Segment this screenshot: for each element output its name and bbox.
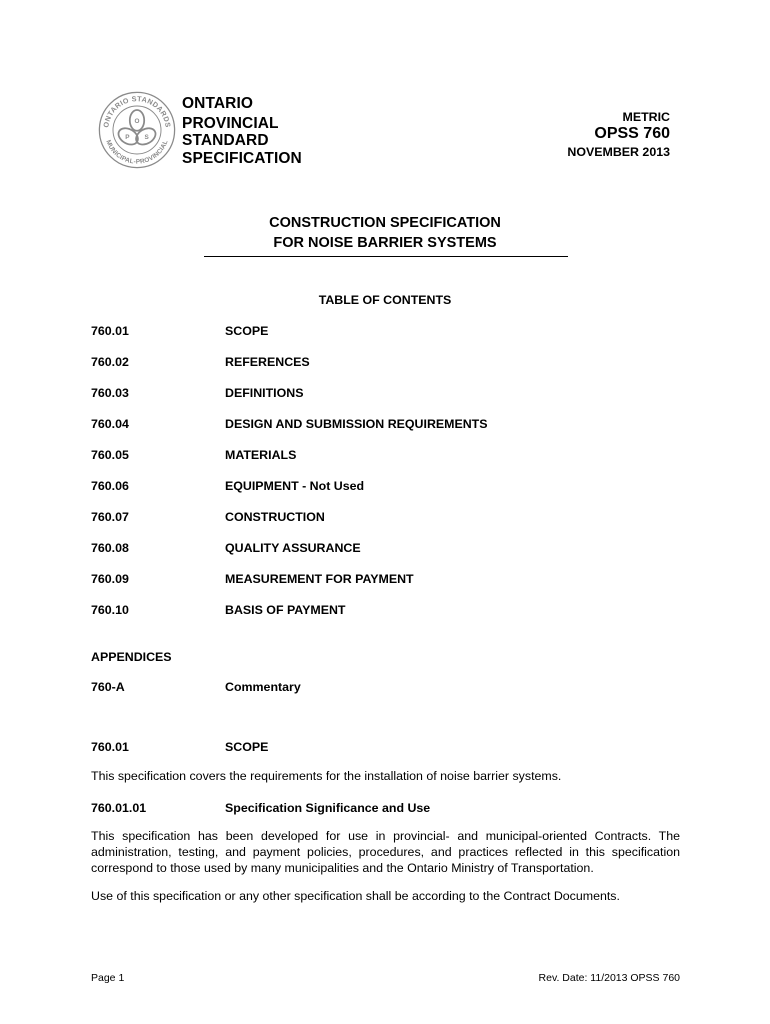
subsection-number: 760.01.01 [91, 801, 147, 815]
toc-entry-title: REFERENCES [225, 355, 310, 369]
subsection-heading [91, 800, 430, 816]
title-underline [204, 256, 568, 257]
toc-entry-number: 760.02 [91, 355, 129, 369]
doc-number: OPSS 760 [594, 125, 670, 142]
section-number: 760.01 [91, 740, 129, 754]
toc-entry-number: 760.08 [91, 541, 129, 555]
toc-entry-title: EQUIPMENT - Not Used [225, 479, 365, 493]
toc-entry-number: 760.10 [91, 603, 129, 617]
seal-letter-p: P [125, 133, 130, 141]
toc-entry[interactable] [91, 354, 310, 370]
scope-text: This specification covers the requirements for the installation of noise barrier systems. [91, 769, 562, 783]
significance-paragraph: This specification has been developed for use in provincial- and municipal-oriented Contracts. The administration, testing, and payment policies, procedures, and practices reflected in this specification correspond to those used by many municipalities and the Ontario Ministry of Transportation. [91, 829, 680, 875]
doc-title-line1: CONSTRUCTION SPECIFICATION [269, 215, 501, 231]
toc-heading: TABLE OF CONTENTS [318, 293, 452, 307]
appendices-heading: APPENDICES [91, 650, 172, 664]
toc-entry-number: 760.05 [91, 448, 129, 462]
toc-entry[interactable] [91, 478, 364, 494]
toc-entry-title: BASIS OF PAYMENT [225, 603, 346, 617]
org-line-standard: STANDARD [182, 132, 269, 149]
ops-seal-logo [97, 90, 177, 170]
toc-entry-title: MEASUREMENT FOR PAYMENT [225, 572, 414, 586]
doc-title-line2: FOR NOISE BARRIER SYSTEMS [273, 235, 497, 251]
metric-label: METRIC [622, 110, 670, 124]
toc-entry[interactable] [91, 447, 296, 463]
toc-entry-number: 760.04 [91, 417, 129, 431]
org-line-specification: SPECIFICATION [182, 150, 302, 167]
doc-date: NOVEMBER 2013 [567, 145, 670, 159]
footer-revision: Rev. Date: 11/2013 OPSS 760 [538, 972, 680, 984]
toc-entry-number: 760.09 [91, 572, 129, 586]
subsection-title: Specification Significance and Use [225, 801, 431, 815]
toc-entry[interactable] [91, 385, 303, 401]
seal-letter-o: O [134, 117, 140, 125]
org-line-ontario: ONTARIO [182, 95, 254, 112]
toc-entry[interactable] [91, 509, 325, 525]
toc-entry-number: 760.07 [91, 510, 129, 524]
appendix-entry-title: Commentary [225, 680, 301, 694]
seal-top-text: ONTARIO STANDARDS [101, 94, 173, 129]
toc-entry-title: CONSTRUCTION [225, 510, 325, 524]
toc-entry[interactable] [91, 323, 268, 339]
footer-page-number: Page 1 [91, 972, 125, 984]
appendix-entry[interactable] [91, 679, 301, 695]
toc-entry[interactable] [91, 540, 361, 556]
use-paragraph: Use of this specification or any other specification shall be according to the Contract Documents. [91, 889, 620, 903]
toc-entry[interactable] [91, 602, 345, 618]
toc-entry-number: 760.06 [91, 479, 129, 493]
toc-entry[interactable] [91, 416, 488, 432]
toc-entry-number: 760.03 [91, 386, 129, 400]
toc-entry-title: QUALITY ASSURANCE [225, 541, 361, 555]
toc-entry-title: SCOPE [225, 324, 269, 338]
section-title: SCOPE [225, 740, 269, 754]
toc-entry[interactable] [91, 571, 414, 587]
section-heading-scope [91, 739, 268, 755]
org-line-provincial: PROVINCIAL [182, 115, 279, 132]
toc-entry-title: DEFINITIONS [225, 386, 304, 400]
seal-bottom-text: MUNICIPAL-PROVINCIAL [104, 139, 170, 166]
appendix-entry-number: 760-A [91, 680, 125, 694]
seal-letter-s: S [144, 133, 149, 141]
toc-entry-title: DESIGN AND SUBMISSION REQUIREMENTS [225, 417, 488, 431]
toc-entry-title: MATERIALS [225, 448, 297, 462]
toc-entry-number: 760.01 [91, 324, 129, 338]
